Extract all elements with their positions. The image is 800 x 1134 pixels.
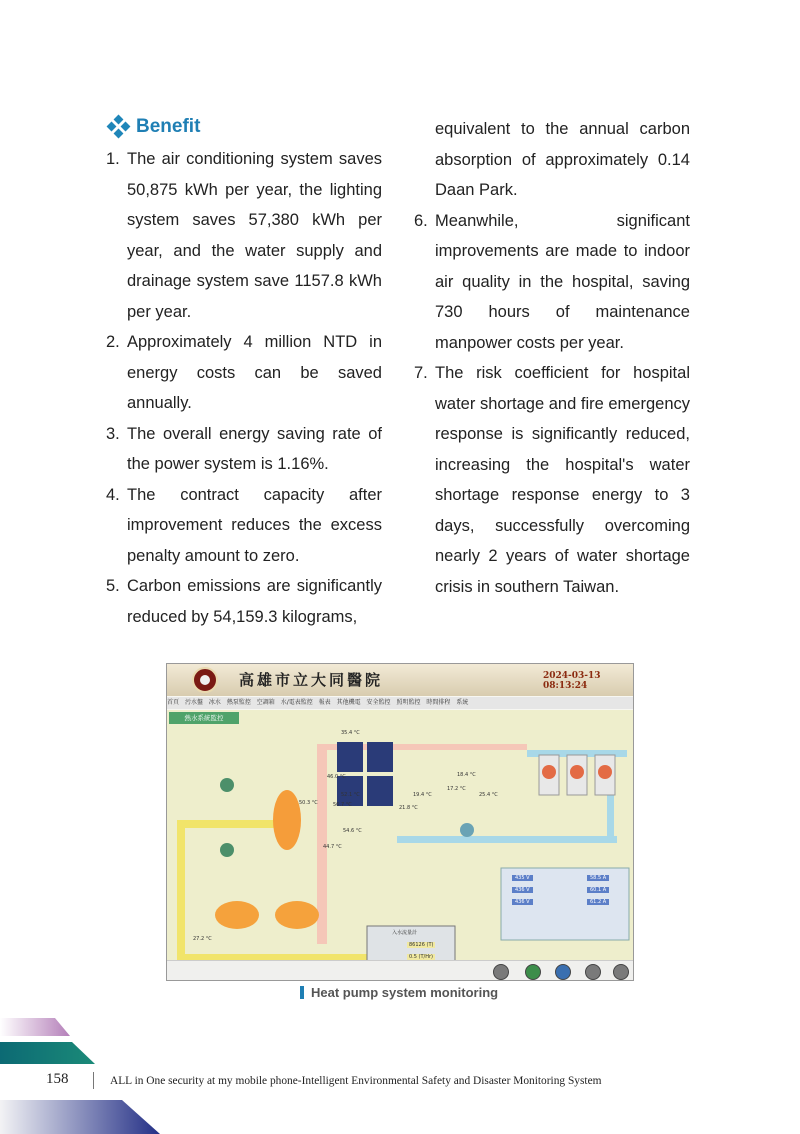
list-item-4 [106,480,382,572]
item-number: 7. [414,364,428,382]
list-item-7 [414,358,690,602]
temp-label: 19.4 °C [413,792,432,798]
decorative-stripe [0,1042,95,1064]
menu-item[interactable]: 其他機電 [336,699,361,706]
menu-item[interactable]: 污水盤 [184,699,203,706]
pipe-yellow [177,820,185,960]
flow-rate: 0.5 (T/Hr) [409,954,433,960]
caption-text: Heat pump system monitoring [311,985,499,1000]
temp-label: 56.7 °C [333,802,352,808]
decorative-stripe [0,1100,160,1134]
screenshot-menubar [167,697,633,709]
temp-label: 27.2 °C [193,936,212,942]
item-number: 4. [106,485,120,504]
heat-pump-fan [598,765,612,779]
item-text: The risk coefficient for hospital water shortage and fire emergency response is significantly reduced, increasing the hospital's water shortage response energy to 3 days, successfully overcoming nearly 2 years of water shortage crisis in southern Taiwan. [435,364,690,596]
item-text: Meanwhile, significant improvements are made to indoor air quality in the hospital, saving 730 hours of maintenance manpower costs per year. [435,211,690,352]
hospital-logo-icon [192,667,218,693]
item-number: 6. [414,211,428,230]
flow-total: 86126 (T) [409,942,434,948]
voltage-value: 436 V [512,887,533,893]
screenshot-footer [167,960,633,981]
screenshot-header [167,664,633,696]
temp-label: 44.7 °C [323,844,342,850]
nav-button-icon[interactable] [613,964,629,980]
item-number: 5. [106,577,120,595]
temp-label: 21.8 °C [399,805,418,811]
item-text: The air conditioning system saves 50,875 kWh per year, the lighting system saves 57,380 kWh per year, and the water supply and drainage system save 1157.8 kWh per year. [127,150,382,321]
storage-tank [215,901,259,929]
solar-panel [367,742,393,772]
item-number: 1. [106,150,120,168]
voltage-value: 436 V [512,899,533,905]
decorative-stripe [0,1018,70,1036]
pump-icon [460,823,474,837]
flow-meter-label: 入水流量計 [392,930,418,936]
storage-tank [275,901,319,929]
item-text: Carbon emissions are significantly reduced by 54,159.3 kilograms, [127,577,382,626]
solar-panel [367,776,393,806]
pipe-blue [397,836,617,843]
temp-label: 25.4 °C [479,792,498,798]
item-number: 3. [106,424,120,443]
nav-button-icon[interactable] [555,964,571,980]
menu-item[interactable]: 水/電表監控 [280,699,313,706]
voltage-value: 435 V [512,875,533,881]
list-item-5 [106,571,382,632]
right-column [414,114,690,602]
current-value: 60.1 A [587,887,609,893]
footer-text: ALL in One security at my mobile phone-Intelligent Environmental Safety and Disaster Monitoring System [110,1075,602,1087]
item-number: 2. [106,333,120,351]
temp-label: 50.3 °C [299,800,318,806]
menu-item[interactable]: 系統 [456,699,469,706]
heat-pump-fan [542,765,556,779]
menu-item[interactable]: 熱泵監控 [226,699,251,706]
nav-button-icon[interactable] [585,964,601,980]
item-text: The contract capacity after improvement reduces the excess penalty amount to zero. [127,485,382,565]
heat-pump-fan [570,765,584,779]
hot-water-tank [273,790,301,850]
temp-label: 18.4 °C [457,772,476,778]
menu-item[interactable]: 空調箱 [256,699,275,706]
nav-button-icon[interactable] [493,964,509,980]
temp-label: 35.4 °C [341,730,360,736]
temp-label: 17.2 °C [447,786,466,792]
current-value: 61.2 A [587,899,609,905]
menu-item[interactable]: 冰水 [208,699,221,706]
diamond-bullet-icon [108,116,130,138]
list-item-3 [106,419,382,480]
list-item-2 [106,327,382,419]
menu-item[interactable]: 照明監控 [396,699,421,706]
figure-caption [300,985,498,1000]
list-item-1 [106,144,382,327]
pump-icon [220,778,234,792]
menu-item[interactable]: 時間排程 [426,699,451,706]
heading-title: Benefit [136,116,201,137]
system-diagram-panel [167,710,633,972]
footer-divider [93,1072,94,1089]
hospital-name: 高雄市立大同醫院 [239,671,384,689]
current-value: 58.5 A [587,875,609,881]
pump-icon [220,843,234,857]
nav-button-icon[interactable] [525,964,541,980]
item-text: Approximately 4 million NTD in energy costs can be saved annually. [127,333,382,412]
menu-item[interactable]: 首頁 [167,699,180,706]
solar-panel [337,742,363,772]
page-number: 158 [46,1071,69,1087]
temp-label: 52.1 °C [341,792,360,798]
menu-item[interactable]: 安全監控 [366,699,391,706]
item-text: The overall energy saving rate of the power system is 1.16%. [127,424,382,473]
datetime-display: 2024-03-13 08:13:24 [543,671,601,691]
tab-hot-water[interactable]: 熱水系統監控 [169,712,239,724]
list-item-5-continued: equivalent to the annual carbon absorption of approximately 0.14 Daan Park. [435,120,690,199]
section-heading [108,116,200,138]
heat-pump-monitoring-screenshot [166,663,634,981]
caption-bar [300,986,304,999]
temp-label: 54.6 °C [343,828,362,834]
menu-item[interactable]: 報表 [318,699,331,706]
left-column [106,144,382,632]
list-item-6 [414,206,690,359]
temp-label: 46.0 °C [327,774,346,780]
